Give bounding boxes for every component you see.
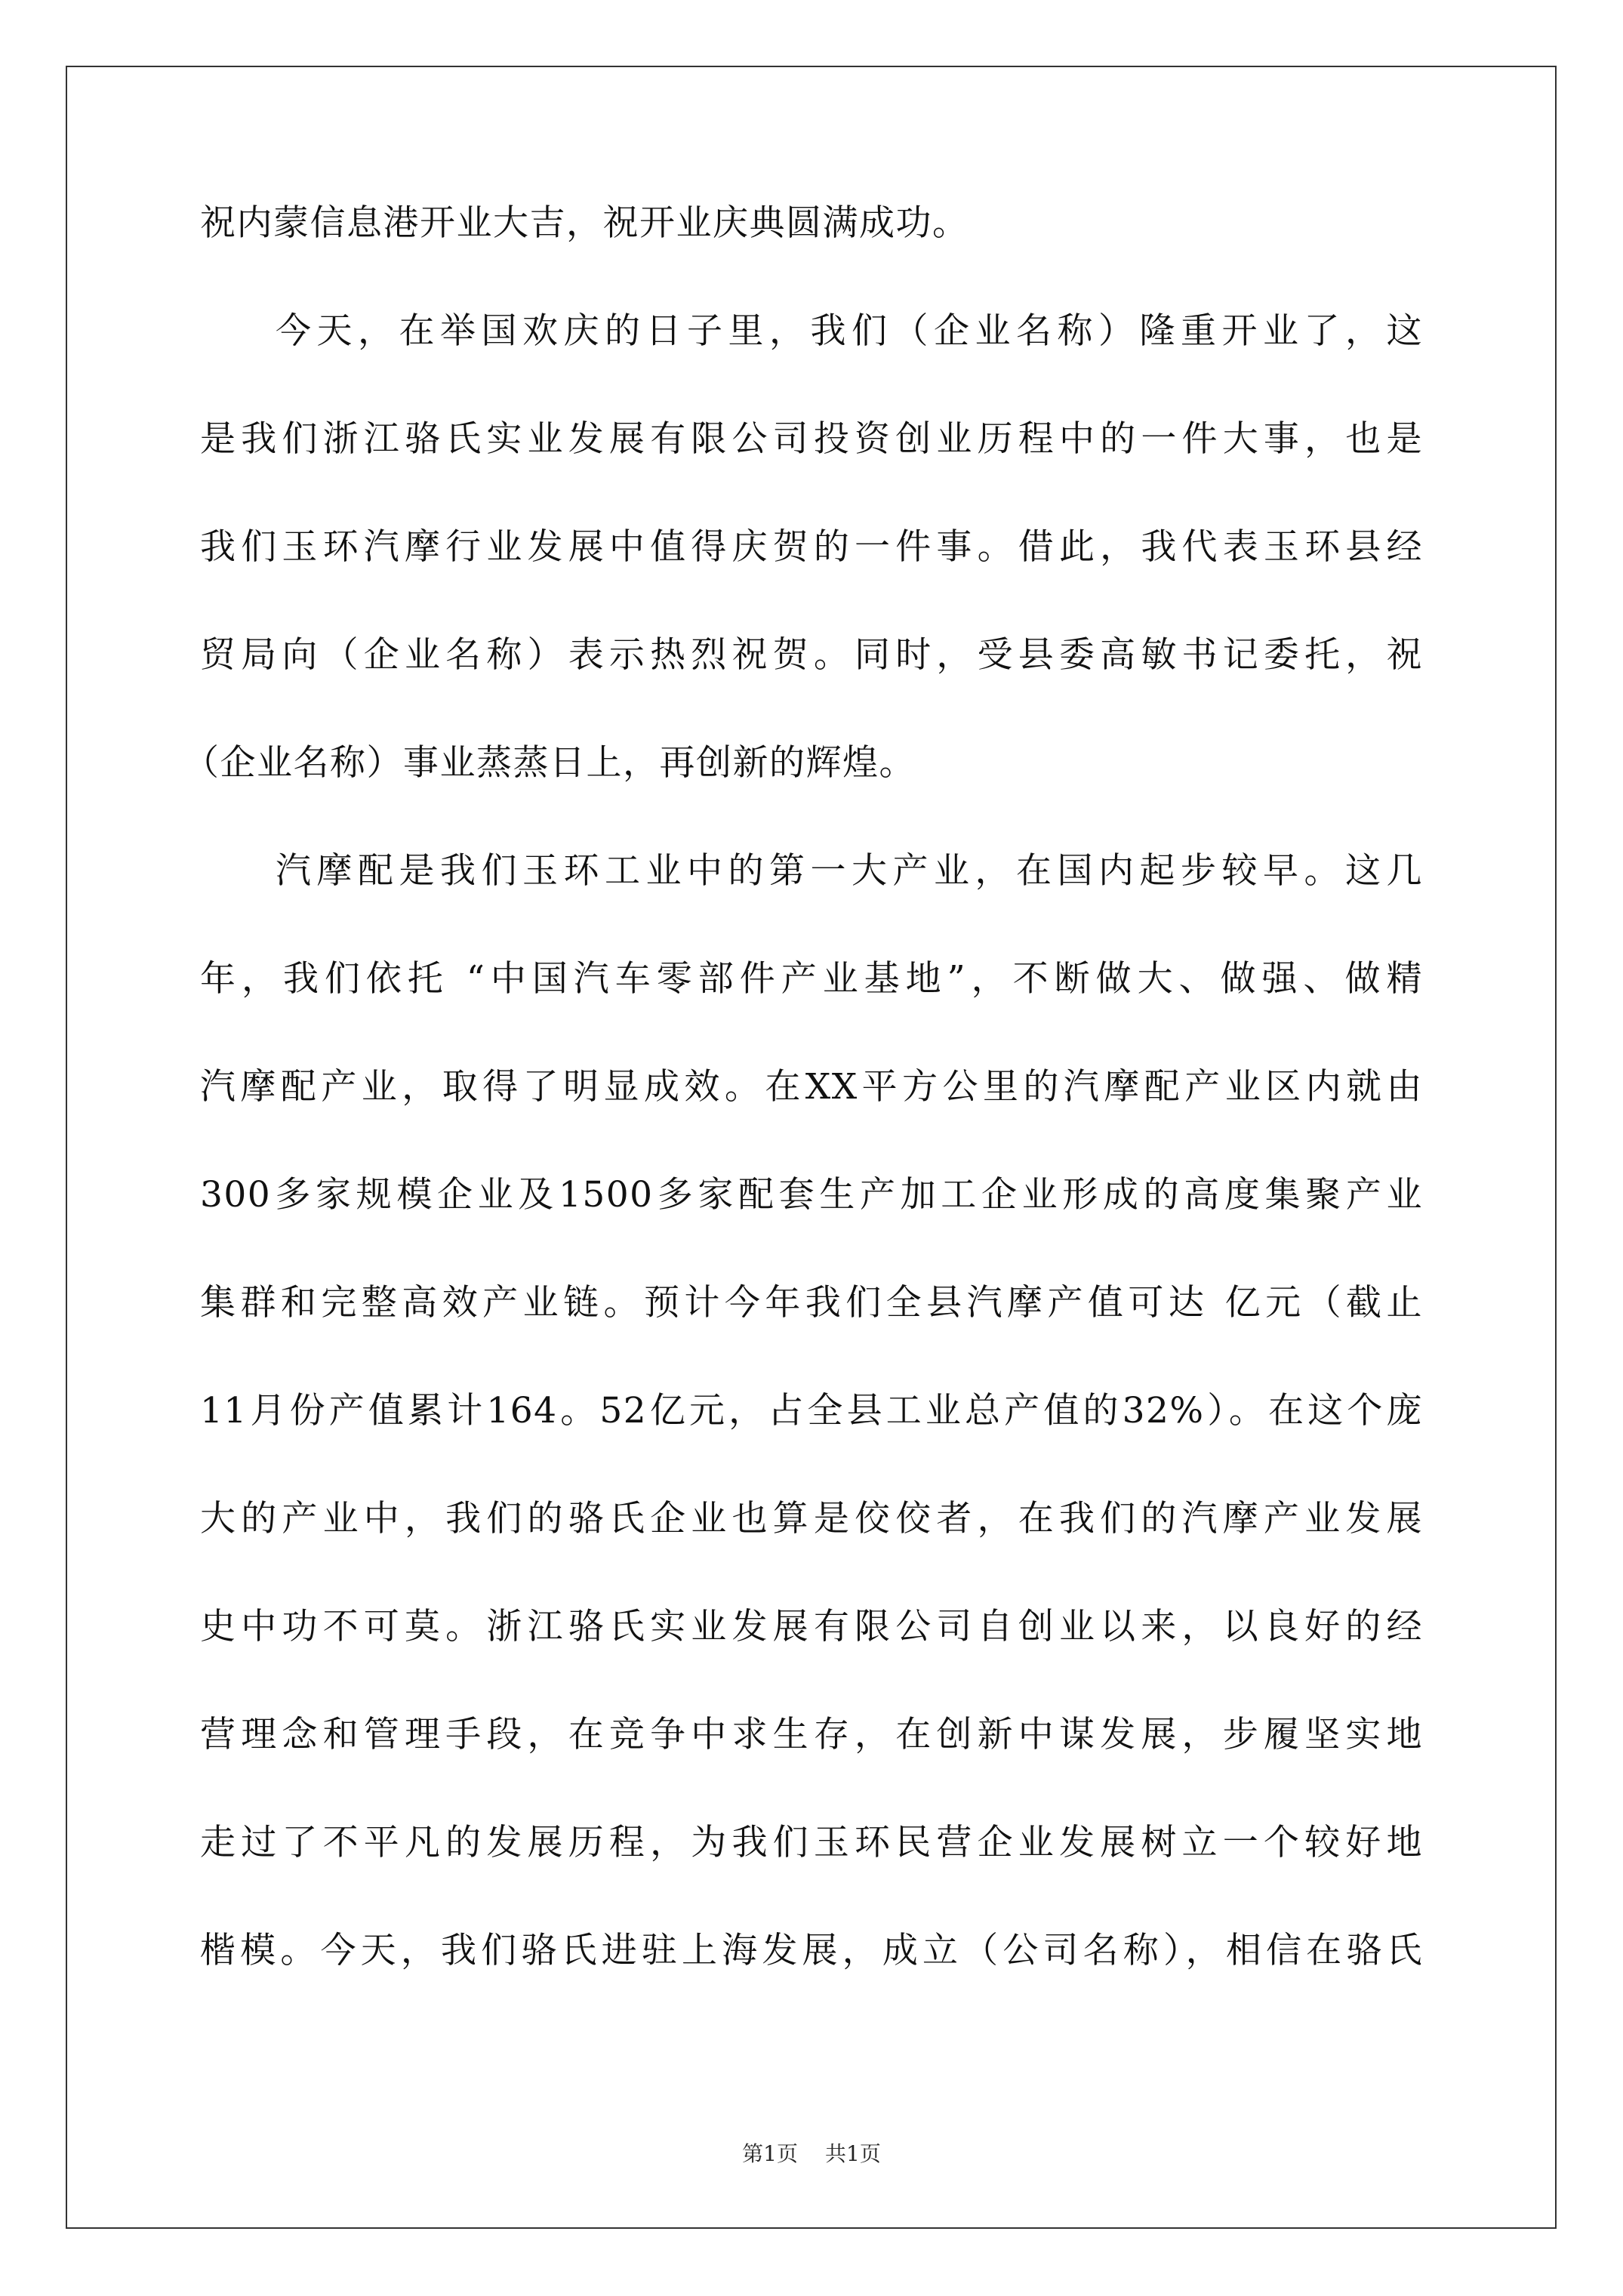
- text-line: 史中功不可莫。浙江骆氏实业发展有限公司自创业以来，以良好的经: [200, 1606, 1423, 1647]
- paragraph-first-line: 今天，在举国欢庆的日子里，我们（企业名称）隆重开业了，这: [276, 310, 1423, 352]
- text-line: 汽摩配产业，取得了明显成效。在XX平方公里的汽摩配产业区内就由: [200, 1066, 1423, 1108]
- page-total: 共1页: [825, 2141, 881, 2166]
- text-line: 祝内蒙信息港开业大吉，祝开业庆典圆满成功。: [200, 202, 969, 244]
- text-line: （企业名称）事业蒸蒸日上，再创新的辉煌。: [183, 742, 916, 784]
- page-border: [66, 66, 1557, 2229]
- text-line: 年，我们依托 “中国汽车零部件产业基地”，不断做大、做强、做精: [200, 958, 1423, 1000]
- paragraph-first-line: 汽摩配是我们玉环工业中的第一大产业，在国内起步较早。这几: [276, 850, 1423, 892]
- text-line: 大的产业中，我们的骆氏企业也算是佼佼者，在我们的汽摩产业发展: [200, 1498, 1423, 1539]
- text-line: 我们玉环汽摩行业发展中值得庆贺的一件事。借此，我代表玉环县经: [200, 526, 1423, 568]
- text-line: 贸局向（企业名称）表示热烈祝贺。同时，受县委高敏书记委托，祝: [200, 634, 1423, 676]
- text-line: 集群和完整高效产业链。预计今年我们全县汽摩产值可达 亿元（截止: [200, 1282, 1423, 1324]
- text-line: 300多家规模企业及1500多家配套生产加工企业形成的高度集聚产业: [200, 1174, 1423, 1216]
- text-line: 楷模。今天，我们骆氏进驻上海发展，成立（公司名称），相信在骆氏: [200, 1930, 1423, 1971]
- text-line: 是我们浙江骆氏实业发展有限公司投资创业历程中的一件大事，也是: [200, 418, 1423, 460]
- text-line: 11月份产值累计164。52亿元，占全县工业总产值的32%）。在这个庞: [200, 1390, 1423, 1432]
- text-line: 营理念和管理手段，在竞争中求生存，在创新中谋发展，步履坚实地: [200, 1714, 1423, 1755]
- page-footer: [0, 2140, 1623, 2168]
- page-number: 第1页: [742, 2141, 798, 2166]
- text-line: 走过了不平凡的发展历程，为我们玉环民营企业发展树立一个较好地: [200, 1822, 1423, 1863]
